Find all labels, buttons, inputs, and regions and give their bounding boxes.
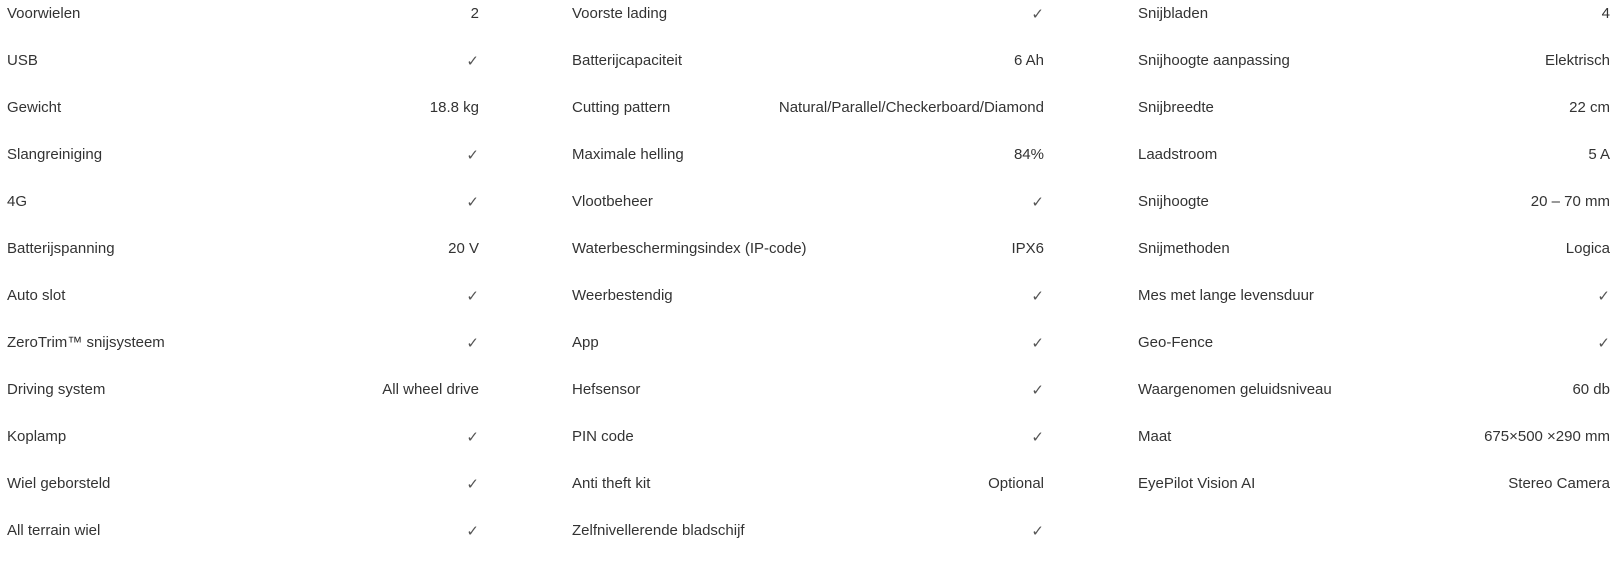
spec-column-2 xyxy=(572,0,1044,564)
spec-row xyxy=(1138,470,1610,517)
spec-label: Mes met lange levensduur xyxy=(1138,287,1314,304)
checkmark-icon: ✓ xyxy=(1031,381,1044,399)
spec-label: Koplamp xyxy=(7,428,67,445)
checkmark-icon: ✓ xyxy=(1031,287,1044,305)
spec-column-1 xyxy=(7,0,479,564)
spec-label: App xyxy=(572,334,599,351)
checkmark-icon: ✓ xyxy=(466,146,479,164)
spec-label: Vlootbeheer xyxy=(572,193,653,210)
spec-label: Waargenomen geluidsniveau xyxy=(1138,381,1332,398)
spec-label: EyePilot Vision AI xyxy=(1138,475,1256,492)
spec-label: Weerbestendig xyxy=(572,287,673,304)
spec-label: Hefsensor xyxy=(572,381,641,398)
spec-row xyxy=(1138,423,1610,470)
spec-label: Cutting pattern xyxy=(572,99,671,116)
spec-value: Stereo Camera xyxy=(1508,475,1610,492)
checkmark-icon: ✓ xyxy=(1031,522,1044,540)
checkmark-icon: ✓ xyxy=(466,193,479,211)
spec-row xyxy=(572,376,1044,423)
spec-row xyxy=(572,188,1044,235)
spec-label: All terrain wiel xyxy=(7,522,101,539)
spec-label: Snijhoogte xyxy=(1138,193,1209,210)
spec-row xyxy=(1138,235,1610,282)
spec-row xyxy=(572,235,1044,282)
checkmark-icon: ✓ xyxy=(466,334,479,352)
spec-label: Driving system xyxy=(7,381,106,398)
checkmark-icon: ✓ xyxy=(1031,428,1044,446)
spec-row xyxy=(1138,376,1610,423)
spec-row xyxy=(7,94,479,141)
spec-label: PIN code xyxy=(572,428,634,445)
spec-value: 22 cm xyxy=(1569,99,1610,116)
spec-label: Maximale helling xyxy=(572,146,684,163)
spec-value: 18.8 kg xyxy=(429,99,479,116)
spec-label: Waterbeschermingsindex (IP-code) xyxy=(572,240,807,257)
spec-row xyxy=(572,282,1044,329)
spec-column-3 xyxy=(1138,0,1610,517)
spec-label: Voorste lading xyxy=(572,5,668,22)
spec-row xyxy=(7,329,479,376)
spec-value: 675×500 ×290 mm xyxy=(1484,428,1610,445)
spec-row xyxy=(1138,329,1610,376)
spec-value: 20 – 70 mm xyxy=(1530,193,1610,210)
checkmark-icon: ✓ xyxy=(466,428,479,446)
spec-label: Voorwielen xyxy=(7,5,81,22)
spec-label: Batterijcapaciteit xyxy=(572,52,683,69)
spec-row xyxy=(1138,47,1610,94)
checkmark-icon: ✓ xyxy=(1597,334,1610,352)
checkmark-icon: ✓ xyxy=(466,52,479,70)
spec-row xyxy=(7,47,479,94)
spec-row xyxy=(7,423,479,470)
spec-row xyxy=(7,141,479,188)
spec-row xyxy=(7,470,479,517)
spec-value: 60 db xyxy=(1572,381,1610,398)
spec-label: Laadstroom xyxy=(1138,146,1218,163)
spec-row xyxy=(1138,188,1610,235)
spec-label: Snijbreedte xyxy=(1138,99,1214,116)
spec-label: Anti theft kit xyxy=(572,475,651,492)
spec-row xyxy=(572,423,1044,470)
spec-row xyxy=(7,282,479,329)
spec-row xyxy=(572,141,1044,188)
spec-value: All wheel drive xyxy=(382,381,479,398)
spec-row xyxy=(572,470,1044,517)
spec-row xyxy=(572,517,1044,564)
spec-label: Snijbladen xyxy=(1138,5,1209,22)
spec-row xyxy=(7,517,479,564)
checkmark-icon: ✓ xyxy=(1031,5,1044,23)
spec-row xyxy=(1138,141,1610,188)
spec-row xyxy=(7,235,479,282)
spec-value: 4 xyxy=(1601,5,1610,22)
spec-value: 6 Ah xyxy=(1013,52,1044,69)
spec-label: Geo-Fence xyxy=(1138,334,1214,351)
spec-value: IPX6 xyxy=(1011,240,1044,257)
spec-row xyxy=(7,188,479,235)
spec-row xyxy=(7,0,479,47)
spec-label: Auto slot xyxy=(7,287,66,304)
spec-row xyxy=(1138,0,1610,47)
spec-row xyxy=(572,0,1044,47)
checkmark-icon: ✓ xyxy=(1031,334,1044,352)
spec-label: USB xyxy=(7,52,38,69)
spec-label: Snijmethoden xyxy=(1138,240,1230,257)
spec-label: Wiel geborsteld xyxy=(7,475,111,492)
spec-value: 5 A xyxy=(1588,146,1610,163)
spec-label: Snijhoogte aanpassing xyxy=(1138,52,1290,69)
spec-row xyxy=(572,47,1044,94)
spec-label: 4G xyxy=(7,193,28,210)
spec-row xyxy=(7,376,479,423)
spec-value: Optional xyxy=(988,475,1044,492)
spec-value: 20 V xyxy=(448,240,479,257)
spec-row xyxy=(1138,282,1610,329)
spec-row xyxy=(572,94,1044,141)
spec-value: 84% xyxy=(1013,146,1044,163)
checkmark-icon: ✓ xyxy=(1597,287,1610,305)
spec-label: ZeroTrim™ snijsysteem xyxy=(7,334,165,351)
spec-value: Elektrisch xyxy=(1544,52,1610,69)
checkmark-icon: ✓ xyxy=(466,475,479,493)
spec-label: Batterijspanning xyxy=(7,240,115,257)
spec-value: Natural/Parallel/Checkerboard/Diamond xyxy=(778,99,1044,116)
checkmark-icon: ✓ xyxy=(466,522,479,540)
spec-value: 2 xyxy=(470,5,479,22)
spec-label: Zelfnivellerende bladschijf xyxy=(572,522,745,539)
spec-label: Gewicht xyxy=(7,99,62,116)
checkmark-icon: ✓ xyxy=(466,287,479,305)
checkmark-icon: ✓ xyxy=(1031,193,1044,211)
spec-label: Maat xyxy=(1138,428,1172,445)
spec-row xyxy=(1138,94,1610,141)
spec-row xyxy=(572,329,1044,376)
spec-label: Slangreiniging xyxy=(7,146,103,163)
spec-value: Logica xyxy=(1565,240,1610,257)
